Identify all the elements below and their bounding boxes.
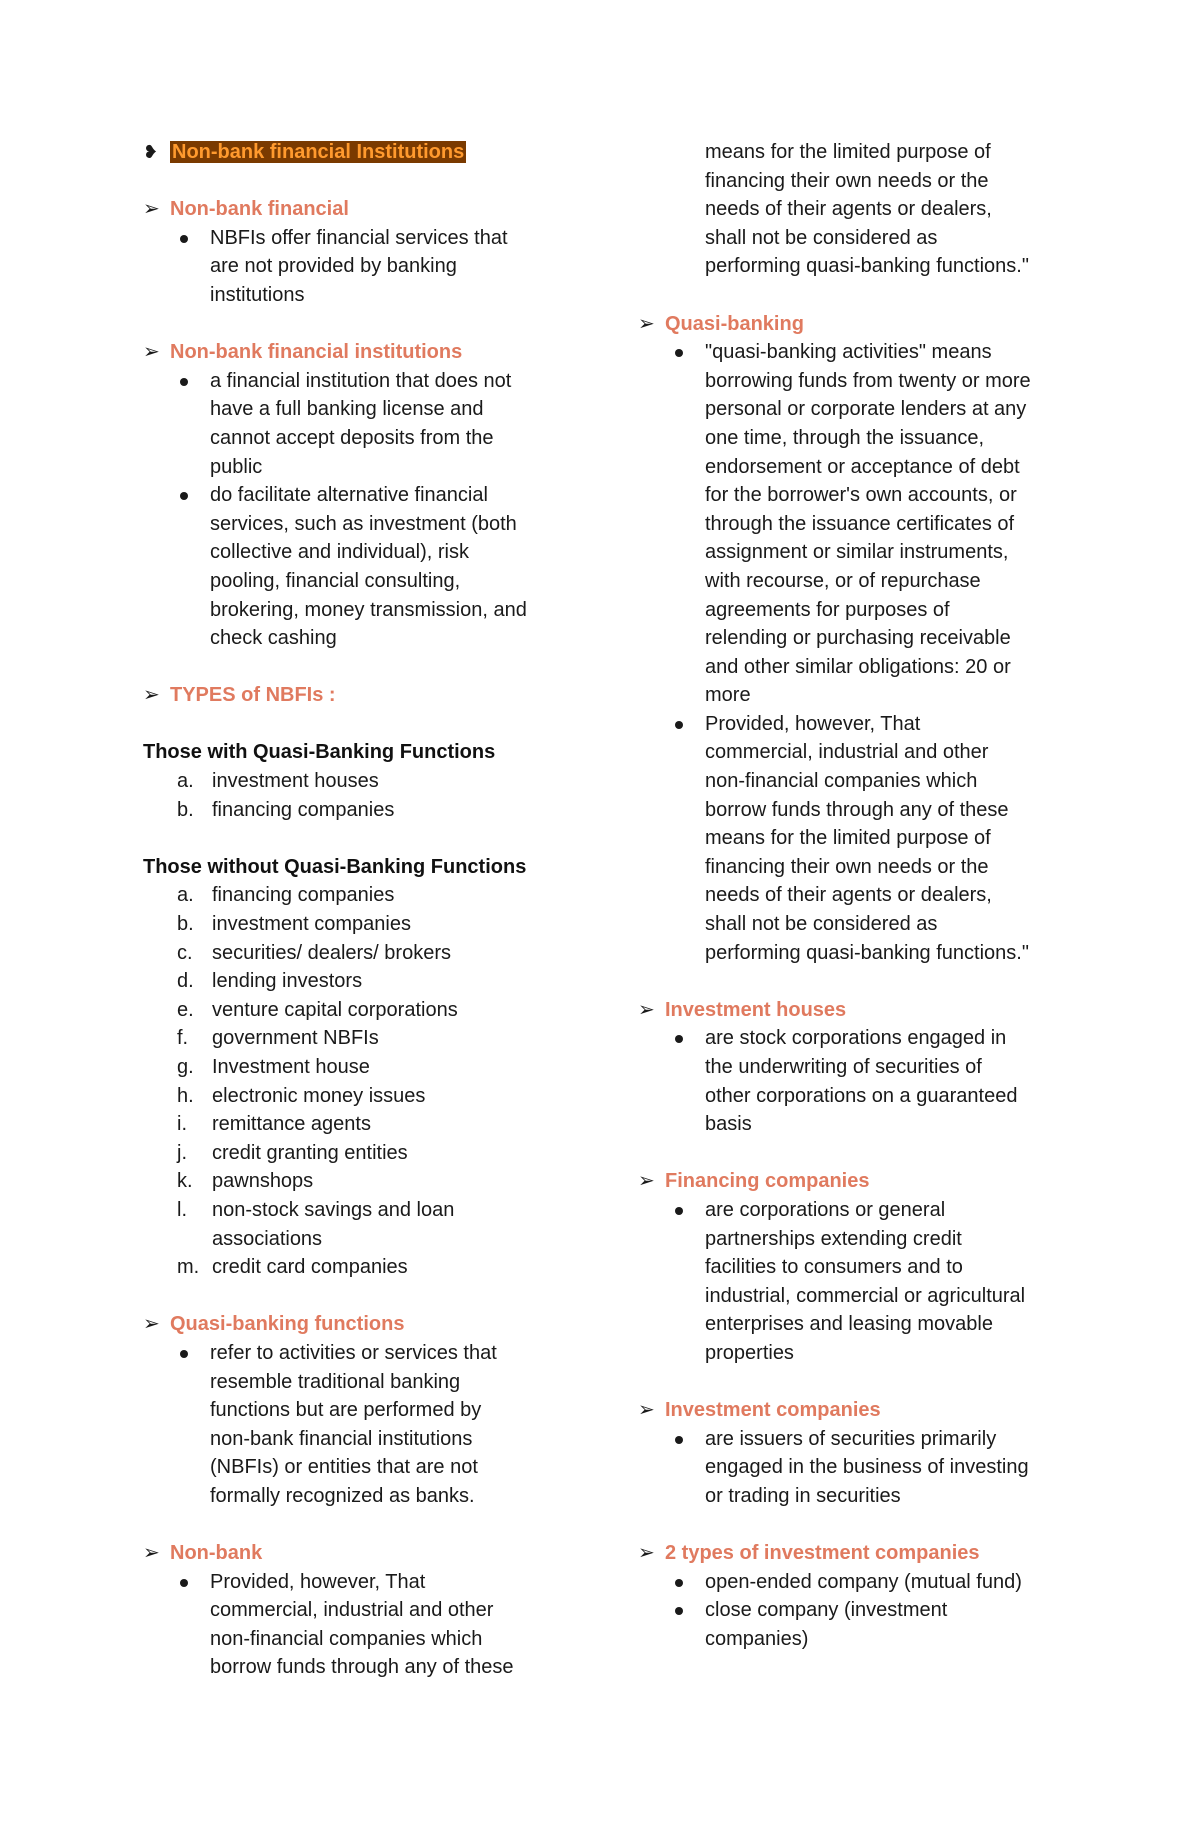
list-item: [143, 1167, 563, 1196]
bullet-line: close company (investment: [705, 1599, 948, 1622]
bullet-line: properties: [705, 1341, 794, 1364]
list-item-text: associations: [212, 1227, 323, 1250]
bullet-line: borrow funds through any of these: [705, 798, 1009, 821]
bullet-item: [638, 1024, 1068, 1138]
arrow-bullet-icon: ➢: [143, 198, 160, 221]
bullet-line: non-financial companies which: [705, 770, 978, 793]
list-item: [143, 1253, 563, 1282]
list-subheading: Those with Quasi-Banking Functions: [143, 741, 496, 764]
list-marker: e.: [177, 998, 194, 1021]
list-item: [143, 881, 563, 910]
bullet-item: [143, 367, 563, 481]
bullet-item: [638, 1568, 1068, 1597]
arrow-bullet-icon: ➢: [638, 1170, 655, 1193]
section-heading: [143, 1310, 563, 1339]
bullet-line: a financial institution that does not: [210, 369, 512, 392]
arrow-bullet-icon: ➢: [143, 1542, 160, 1565]
bullet-line: NBFIs offer financial services that: [210, 226, 508, 249]
list-marker: b.: [177, 913, 194, 936]
list-item: [143, 1139, 563, 1168]
list-marker: j.: [177, 1141, 187, 1164]
list-marker: l.: [177, 1198, 187, 1221]
bullet-line: pooling, financial consulting,: [210, 569, 461, 592]
list-item: [143, 996, 563, 1025]
bullet-line: open-ended company (mutual fund): [705, 1570, 1022, 1593]
continued-line: financing their own needs or the: [705, 169, 989, 192]
bullet-line: means for the limited purpose of: [705, 827, 991, 850]
bullet-item: [638, 1425, 1068, 1511]
list-item: [143, 1082, 563, 1111]
list-marker: i.: [177, 1113, 187, 1136]
spacer: [638, 967, 1068, 996]
list-item-text: electronic money issues: [212, 1084, 426, 1107]
section-heading-text: Non-bank financial institutions: [170, 341, 463, 364]
bullet-line: Provided, however, That: [705, 712, 921, 735]
bullet-line: basis: [705, 1113, 752, 1136]
list-item-text: pawnshops: [212, 1170, 314, 1193]
spacer: [143, 710, 563, 739]
list-marker: h.: [177, 1084, 194, 1107]
section-heading-text: 2 types of investment companies: [665, 1542, 980, 1565]
section-heading: [638, 310, 1068, 339]
bullet-line: borrowing funds from twenty or more: [705, 369, 1031, 392]
bullet-line: industrial, commercial or agricultural: [705, 1284, 1026, 1307]
bullet-dot-icon: [675, 349, 683, 357]
section-heading: [638, 1396, 1068, 1425]
bullet-line: assignment or similar instruments,: [705, 541, 1009, 564]
bullet-dot-icon: [675, 1607, 683, 1615]
list-marker: c.: [177, 941, 193, 964]
list-item: [143, 967, 563, 996]
bullet-dot-icon: [180, 235, 188, 243]
bullet-dot-icon: [675, 1035, 683, 1043]
section-heading-text: Non-bank financial: [170, 198, 349, 221]
left-column: [143, 138, 563, 1682]
list-marker: d.: [177, 970, 194, 993]
bullet-line: engaged in the business of investing: [705, 1456, 1029, 1479]
section-heading: [638, 996, 1068, 1025]
list-item-text: securities/ dealers/ brokers: [212, 941, 451, 964]
spacer: [638, 281, 1068, 310]
list-item-text: investment houses: [212, 770, 379, 793]
bullet-line: and other similar obligations: 20 or: [705, 655, 1011, 678]
list-item: [143, 1110, 563, 1139]
arrow-bullet-icon: ➢: [143, 684, 160, 707]
list-marker: m.: [177, 1256, 200, 1279]
arrow-bullet-icon: ➢: [638, 1542, 655, 1565]
spacer: [143, 1511, 563, 1540]
bullet-dot-icon: [675, 1207, 683, 1215]
continued-line: shall not be considered as: [705, 226, 938, 249]
list-item: [143, 796, 563, 825]
section-heading-text: Quasi-banking: [665, 312, 804, 335]
right-column: [638, 138, 1068, 1653]
list-marker: a.: [177, 770, 194, 793]
bullet-line: cannot accept deposits from the: [210, 426, 494, 449]
bullet-line: partnerships extending credit: [705, 1227, 962, 1250]
bullet-item: [638, 1196, 1068, 1368]
list-item-text: lending investors: [212, 970, 363, 993]
list-marker: g.: [177, 1056, 194, 1078]
bullet-line: non-financial companies which: [210, 1627, 483, 1650]
arrow-bullet-icon: ➢: [143, 341, 160, 364]
bullet-line: companies): [705, 1627, 809, 1650]
bullet-line: the underwriting of securities of: [705, 1056, 982, 1078]
continued-line: needs of their agents or dealers,: [705, 198, 992, 221]
section-heading-text: Non-bank: [170, 1542, 263, 1565]
bullet-line: through the issuance certificates of: [705, 512, 1015, 535]
bullet-line: enterprises and leasing movable: [705, 1313, 993, 1336]
bullet-line: do facilitate alternative financial: [210, 484, 488, 507]
list-item: [143, 1196, 563, 1225]
bullet-line: are stock corporations engaged in: [705, 1027, 1007, 1050]
bullet-line: functions but are performed by: [210, 1399, 482, 1422]
bullet-dot-icon: [180, 1350, 188, 1358]
bullet-line: resemble traditional banking: [210, 1370, 461, 1393]
list-item: [143, 910, 563, 939]
bullet-line: commercial, industrial and other: [210, 1599, 494, 1622]
section-heading: [638, 1167, 1068, 1196]
bullet-line: performing quasi-banking functions.": [705, 941, 1029, 964]
bullet-line: "quasi-banking activities" means: [705, 341, 992, 364]
bullet-dot-icon: [675, 721, 683, 729]
section-heading-text: Investment houses: [665, 998, 847, 1021]
bullet-line: or trading in securities: [705, 1484, 901, 1507]
bullet-line: shall not be considered as: [705, 913, 938, 936]
bullet-item: [638, 710, 1068, 967]
spacer: [638, 1368, 1068, 1397]
list-marker: a.: [177, 884, 194, 907]
document-title: Non-bank financial Institutions: [172, 141, 465, 163]
list-item: [143, 767, 563, 796]
document-title-row: [143, 138, 563, 167]
list-item-text: credit card companies: [212, 1256, 408, 1279]
bullet-dot-icon: [675, 1436, 683, 1444]
bullet-line: public: [210, 455, 263, 478]
bullet-line: non-bank financial institutions: [210, 1427, 473, 1450]
heart-bullet-icon: ❥: [143, 142, 159, 162]
arrow-bullet-icon: ➢: [143, 1313, 160, 1336]
bullet-dot-icon: [180, 492, 188, 500]
bullet-line: institutions: [210, 283, 305, 306]
bullet-line: one time, through the issuance,: [705, 426, 985, 449]
bullet-item: [143, 1339, 563, 1511]
section-heading: [143, 1539, 563, 1568]
bullet-line: brokering, money transmission, and: [210, 598, 527, 621]
bullet-item: [143, 481, 563, 653]
spacer: [638, 1511, 1068, 1540]
bullet-line: facilities to consumers and to: [705, 1256, 963, 1279]
spacer: [143, 167, 563, 196]
bullet-line: borrow funds through any of these: [210, 1656, 514, 1679]
spacer: [143, 1282, 563, 1311]
section-heading: [143, 195, 563, 224]
bullet-line: have a full banking license and: [210, 398, 484, 421]
continued-line: means for the limited purpose of: [705, 141, 991, 163]
bullet-line: commercial, industrial and other: [705, 741, 989, 764]
list-item-text: non-stock savings and loan: [212, 1198, 455, 1221]
list-item-text: government NBFIs: [212, 1027, 379, 1050]
bullet-line: more: [705, 684, 751, 707]
section-heading: [143, 338, 563, 367]
bullet-dot-icon: [675, 1579, 683, 1587]
list-subheading: Those without Quasi-Banking Functions: [143, 855, 527, 878]
bullet-line: Provided, however, That: [210, 1570, 426, 1593]
bullet-item: [143, 1568, 563, 1682]
spacer: [143, 653, 563, 682]
list-item: [143, 1225, 563, 1254]
bullet-line: endorsement or acceptance of debt: [705, 455, 1020, 478]
bullet-line: personal or corporate lenders at any: [705, 398, 1027, 421]
continued-text: [638, 138, 1068, 281]
bullet-item: [638, 338, 1068, 710]
bullet-item: [143, 224, 563, 310]
bullet-line: needs of their agents or dealers,: [705, 884, 992, 907]
section-heading-text: Financing companies: [665, 1170, 870, 1193]
bullet-line: are not provided by banking: [210, 255, 457, 278]
bullet-line: check cashing: [210, 627, 337, 650]
list-item-text: investment companies: [212, 913, 411, 936]
section-heading: [143, 681, 563, 710]
bullet-line: refer to activities or services that: [210, 1341, 497, 1364]
arrow-bullet-icon: ➢: [638, 1399, 655, 1422]
list-item-text: venture capital corporations: [212, 998, 458, 1021]
arrow-bullet-icon: ➢: [638, 998, 655, 1021]
list-item-text: remittance agents: [212, 1113, 371, 1136]
bullet-line: with recourse, or of repurchase: [705, 569, 981, 592]
spacer: [143, 824, 563, 853]
section-heading-text: TYPES of NBFIs :: [170, 684, 336, 707]
list-item-text: financing companies: [212, 798, 395, 821]
spacer: [638, 1139, 1068, 1168]
section-heading-text: Investment companies: [665, 1399, 881, 1422]
bullet-line: collective and individual), risk: [210, 541, 470, 564]
list-item-text: financing companies: [212, 884, 395, 907]
list-marker: b.: [177, 798, 194, 821]
list-item-text: credit granting entities: [212, 1141, 408, 1164]
bullet-line: (NBFIs) or entities that are not: [210, 1456, 478, 1479]
section-heading: [638, 1539, 1068, 1568]
bullet-dot-icon: [180, 1579, 188, 1587]
bullet-dot-icon: [180, 378, 188, 386]
arrow-bullet-icon: ➢: [638, 312, 655, 335]
bullet-line: are issuers of securities primarily: [705, 1427, 997, 1450]
list-item-text: Investment house: [212, 1056, 370, 1078]
list-item: [143, 1053, 563, 1082]
bullet-line: for the borrower's own accounts, or: [705, 484, 1017, 507]
bullet-line: other corporations on a guaranteed: [705, 1084, 1018, 1107]
bullet-line: financing their own needs or the: [705, 855, 989, 878]
list-marker: k.: [177, 1170, 193, 1193]
section-heading-text: Quasi-banking functions: [170, 1313, 405, 1336]
bullet-line: relending or purchasing receivable: [705, 627, 1011, 650]
bullet-line: agreements for purposes of: [705, 598, 950, 621]
bullet-line: formally recognized as banks.: [210, 1484, 475, 1507]
bullet-line: are corporations or general: [705, 1198, 946, 1221]
bullet-line: services, such as investment (both: [210, 512, 517, 535]
list-item: [143, 939, 563, 968]
spacer: [143, 310, 563, 339]
continued-line: performing quasi-banking functions.": [705, 255, 1029, 278]
list-marker: f.: [177, 1027, 189, 1050]
list-item: [143, 1024, 563, 1053]
bullet-item: [638, 1596, 1068, 1653]
